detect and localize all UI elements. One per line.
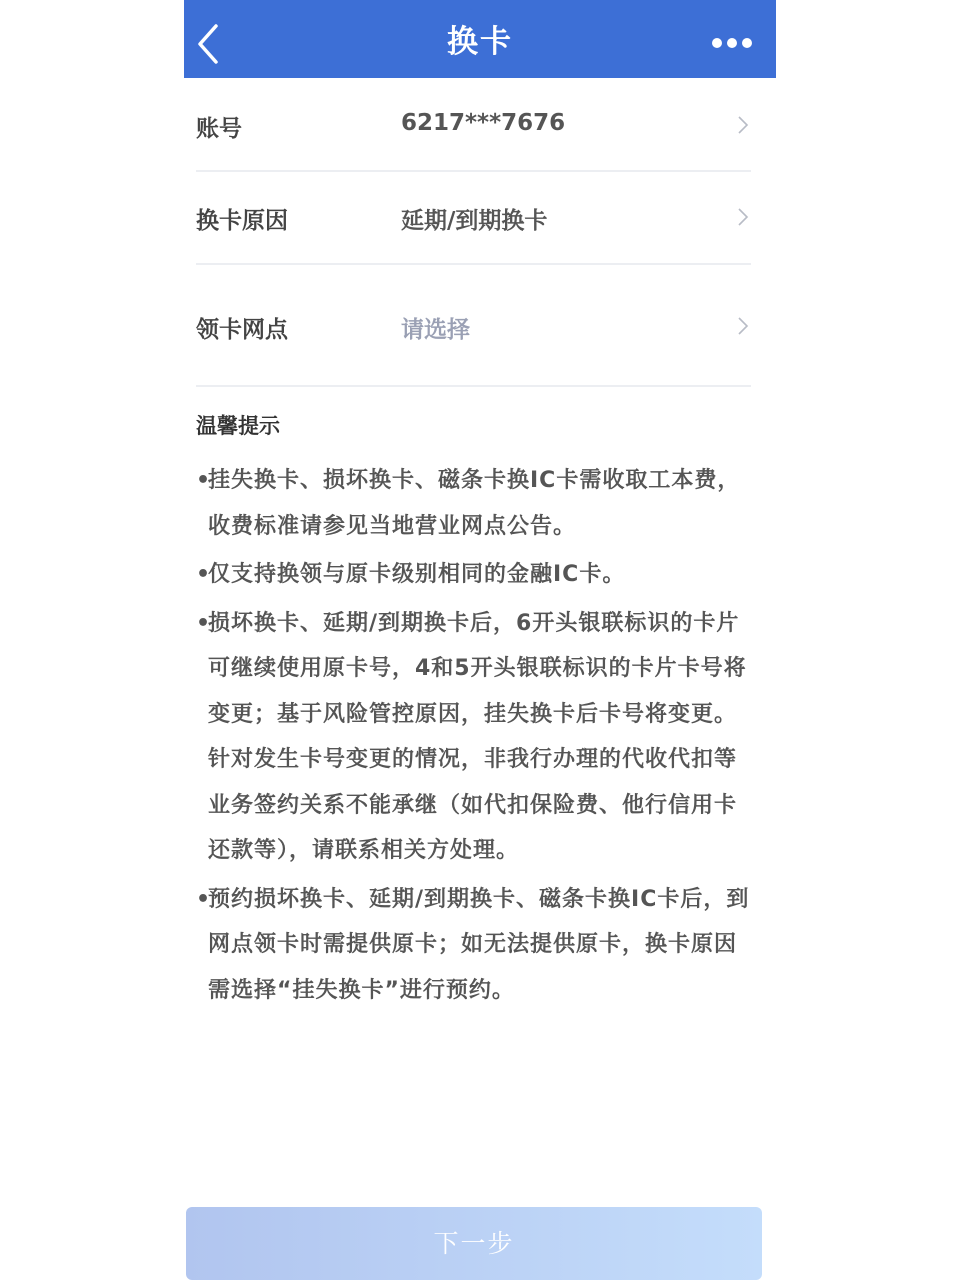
chevron-right-icon — [737, 115, 749, 135]
more-button[interactable] — [712, 36, 752, 50]
bullet-icon: • — [196, 610, 212, 636]
reason-row[interactable] — [196, 172, 751, 265]
more-dot-icon — [727, 38, 737, 48]
tip-text: 预约损坏换卡、延期/到期换卡、磁条卡换IC卡后，到网点领卡时需提供原卡；如无法提供原卡，换卡原因需选择“挂失换卡”进行预约。 — [208, 886, 750, 1003]
branch-row[interactable] — [196, 265, 751, 387]
tip-text: 仅支持换领与原卡级别相同的金融IC卡。 — [208, 562, 626, 587]
branch-placeholder: 请选择 — [401, 317, 470, 343]
chevron-right-icon — [737, 316, 749, 336]
reason-label: 换卡原因 — [196, 208, 288, 234]
tip-item — [196, 552, 756, 598]
bullet-icon: • — [196, 562, 212, 587]
next-step-button[interactable]: 下一步 — [186, 1207, 762, 1280]
tips-title: 温馨提示 — [196, 414, 280, 438]
account-row[interactable] — [196, 80, 751, 172]
tip-item — [196, 877, 756, 1014]
more-dot-icon — [742, 38, 752, 48]
bullet-icon: • — [196, 468, 212, 493]
page-title: 换卡 — [447, 24, 513, 60]
tip-item — [196, 601, 756, 874]
bullet-icon: • — [196, 886, 212, 912]
tip-item — [196, 458, 756, 549]
reason-value: 延期/到期换卡 — [401, 208, 548, 234]
branch-label: 领卡网点 — [196, 317, 288, 343]
account-label: 账号 — [196, 116, 242, 142]
account-value: 6217***7676 — [401, 110, 566, 136]
more-dot-icon — [712, 38, 722, 48]
chevron-right-icon — [737, 207, 749, 227]
navigation-bar — [184, 0, 776, 78]
phone-screen — [184, 0, 776, 1280]
tips-section — [196, 410, 756, 1016]
tip-text: 损坏换卡、延期/到期换卡后，6开头银联标识的卡片可继续使用原卡号，4和5开头银联标识的卡片卡号将变更；基于风险管控原因，挂失换卡后卡号将变更。针对发生卡号变更的情况，非我行办理的代收代扣等业务签约关系不能承继（如代扣保险费、他行信用卡还款等），请联系相关方处理。 — [208, 610, 747, 863]
tip-text: 挂失换卡、损坏换卡、磁条卡换IC卡需收取工本费，收费标准请参见当地营业网点公告。 — [208, 468, 741, 539]
